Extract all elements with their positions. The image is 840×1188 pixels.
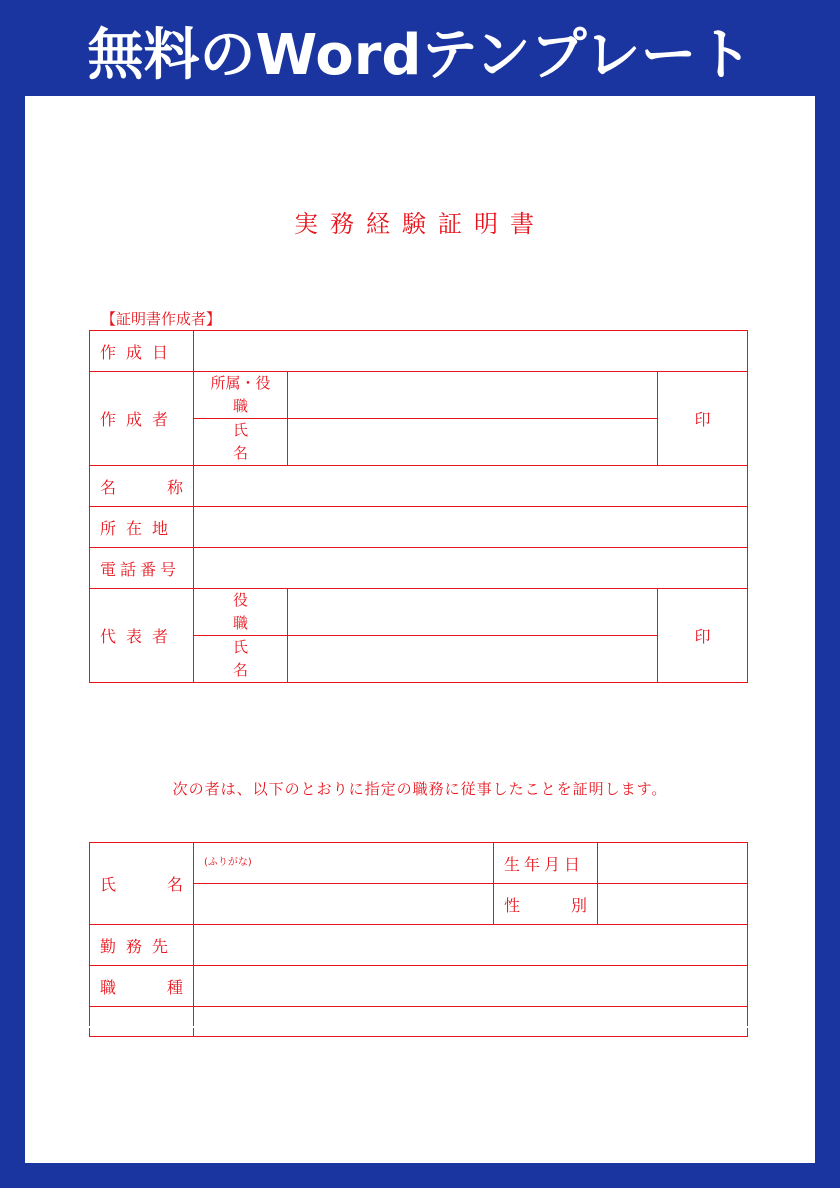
phone-field[interactable] bbox=[194, 548, 748, 589]
rep-position-line1: 役 bbox=[232, 591, 248, 609]
rep-label: 代表者 bbox=[90, 589, 194, 683]
date-field[interactable] bbox=[194, 331, 748, 372]
person-name-label-left: 氏 bbox=[100, 875, 117, 894]
org-name-label-right: 称 bbox=[166, 477, 183, 497]
gender-label bbox=[494, 884, 598, 925]
job-field[interactable] bbox=[194, 966, 748, 1007]
next-row-field[interactable] bbox=[194, 1007, 748, 1037]
statement-text: 次の者は、以下のとおりに指定の職務に従事したことを証明します。 bbox=[172, 780, 668, 798]
workplace-field[interactable] bbox=[194, 925, 748, 966]
rep-seal-cell bbox=[658, 589, 748, 683]
rep-name-label bbox=[194, 636, 288, 683]
gender-field[interactable] bbox=[598, 884, 748, 925]
birth-field[interactable] bbox=[598, 843, 748, 884]
banner-title: 無料のWordテンプレート bbox=[87, 23, 753, 88]
org-name-label-left: 名 bbox=[100, 477, 117, 497]
furigana-hint: (ふりがな) bbox=[204, 857, 252, 868]
address-label: 所在地 bbox=[90, 507, 194, 548]
creator-label: 作成者 bbox=[90, 372, 194, 466]
affiliation-label bbox=[194, 372, 288, 419]
rep-position-field[interactable] bbox=[288, 589, 658, 636]
creator-name-line2: 名 bbox=[232, 444, 248, 462]
person-name-label bbox=[90, 843, 194, 925]
affiliation-label-line1: 所属・役 bbox=[210, 374, 271, 392]
creator-seal: 印 bbox=[694, 410, 711, 429]
creator-seal-cell bbox=[658, 372, 748, 466]
rep-seal: 印 bbox=[694, 627, 711, 646]
person-name-label-right: 名 bbox=[166, 875, 183, 894]
creator-name-field[interactable] bbox=[288, 419, 658, 466]
document-title: 実務経験証明書 bbox=[294, 210, 546, 238]
job-label-right: 種 bbox=[166, 977, 183, 997]
address-field[interactable] bbox=[194, 507, 748, 548]
workplace-label: 勤務先 bbox=[90, 925, 194, 966]
rep-name-line2: 名 bbox=[232, 661, 248, 679]
creator-name-label bbox=[194, 419, 288, 466]
birth-label: 生年月日 bbox=[494, 843, 598, 884]
gender-label-right: 別 bbox=[570, 895, 587, 915]
job-label-left: 職 bbox=[100, 977, 117, 997]
section-label: 【証明書作成者】 bbox=[101, 310, 222, 328]
date-label: 作成日 bbox=[90, 331, 194, 372]
rep-position-label bbox=[194, 589, 288, 636]
creator-table bbox=[89, 330, 748, 683]
rep-name-line1: 氏 bbox=[232, 638, 248, 656]
affiliation-field[interactable] bbox=[288, 372, 658, 419]
document-page bbox=[25, 96, 815, 1163]
org-name-field[interactable] bbox=[194, 466, 748, 507]
next-row-label bbox=[90, 1007, 194, 1037]
person-table bbox=[89, 842, 748, 1037]
gender-label-left: 性 bbox=[504, 895, 521, 915]
affiliation-label-line2: 職 bbox=[232, 397, 248, 415]
page-cut-mask bbox=[89, 1026, 749, 1028]
rep-name-field[interactable] bbox=[288, 636, 658, 683]
rep-position-line2: 職 bbox=[232, 614, 248, 632]
job-label bbox=[90, 966, 194, 1007]
phone-label: 電話番号 bbox=[90, 548, 194, 589]
org-name-label bbox=[90, 466, 194, 507]
person-name-field[interactable] bbox=[194, 884, 494, 925]
furigana-field[interactable] bbox=[194, 843, 494, 884]
creator-name-line1: 氏 bbox=[232, 421, 248, 439]
